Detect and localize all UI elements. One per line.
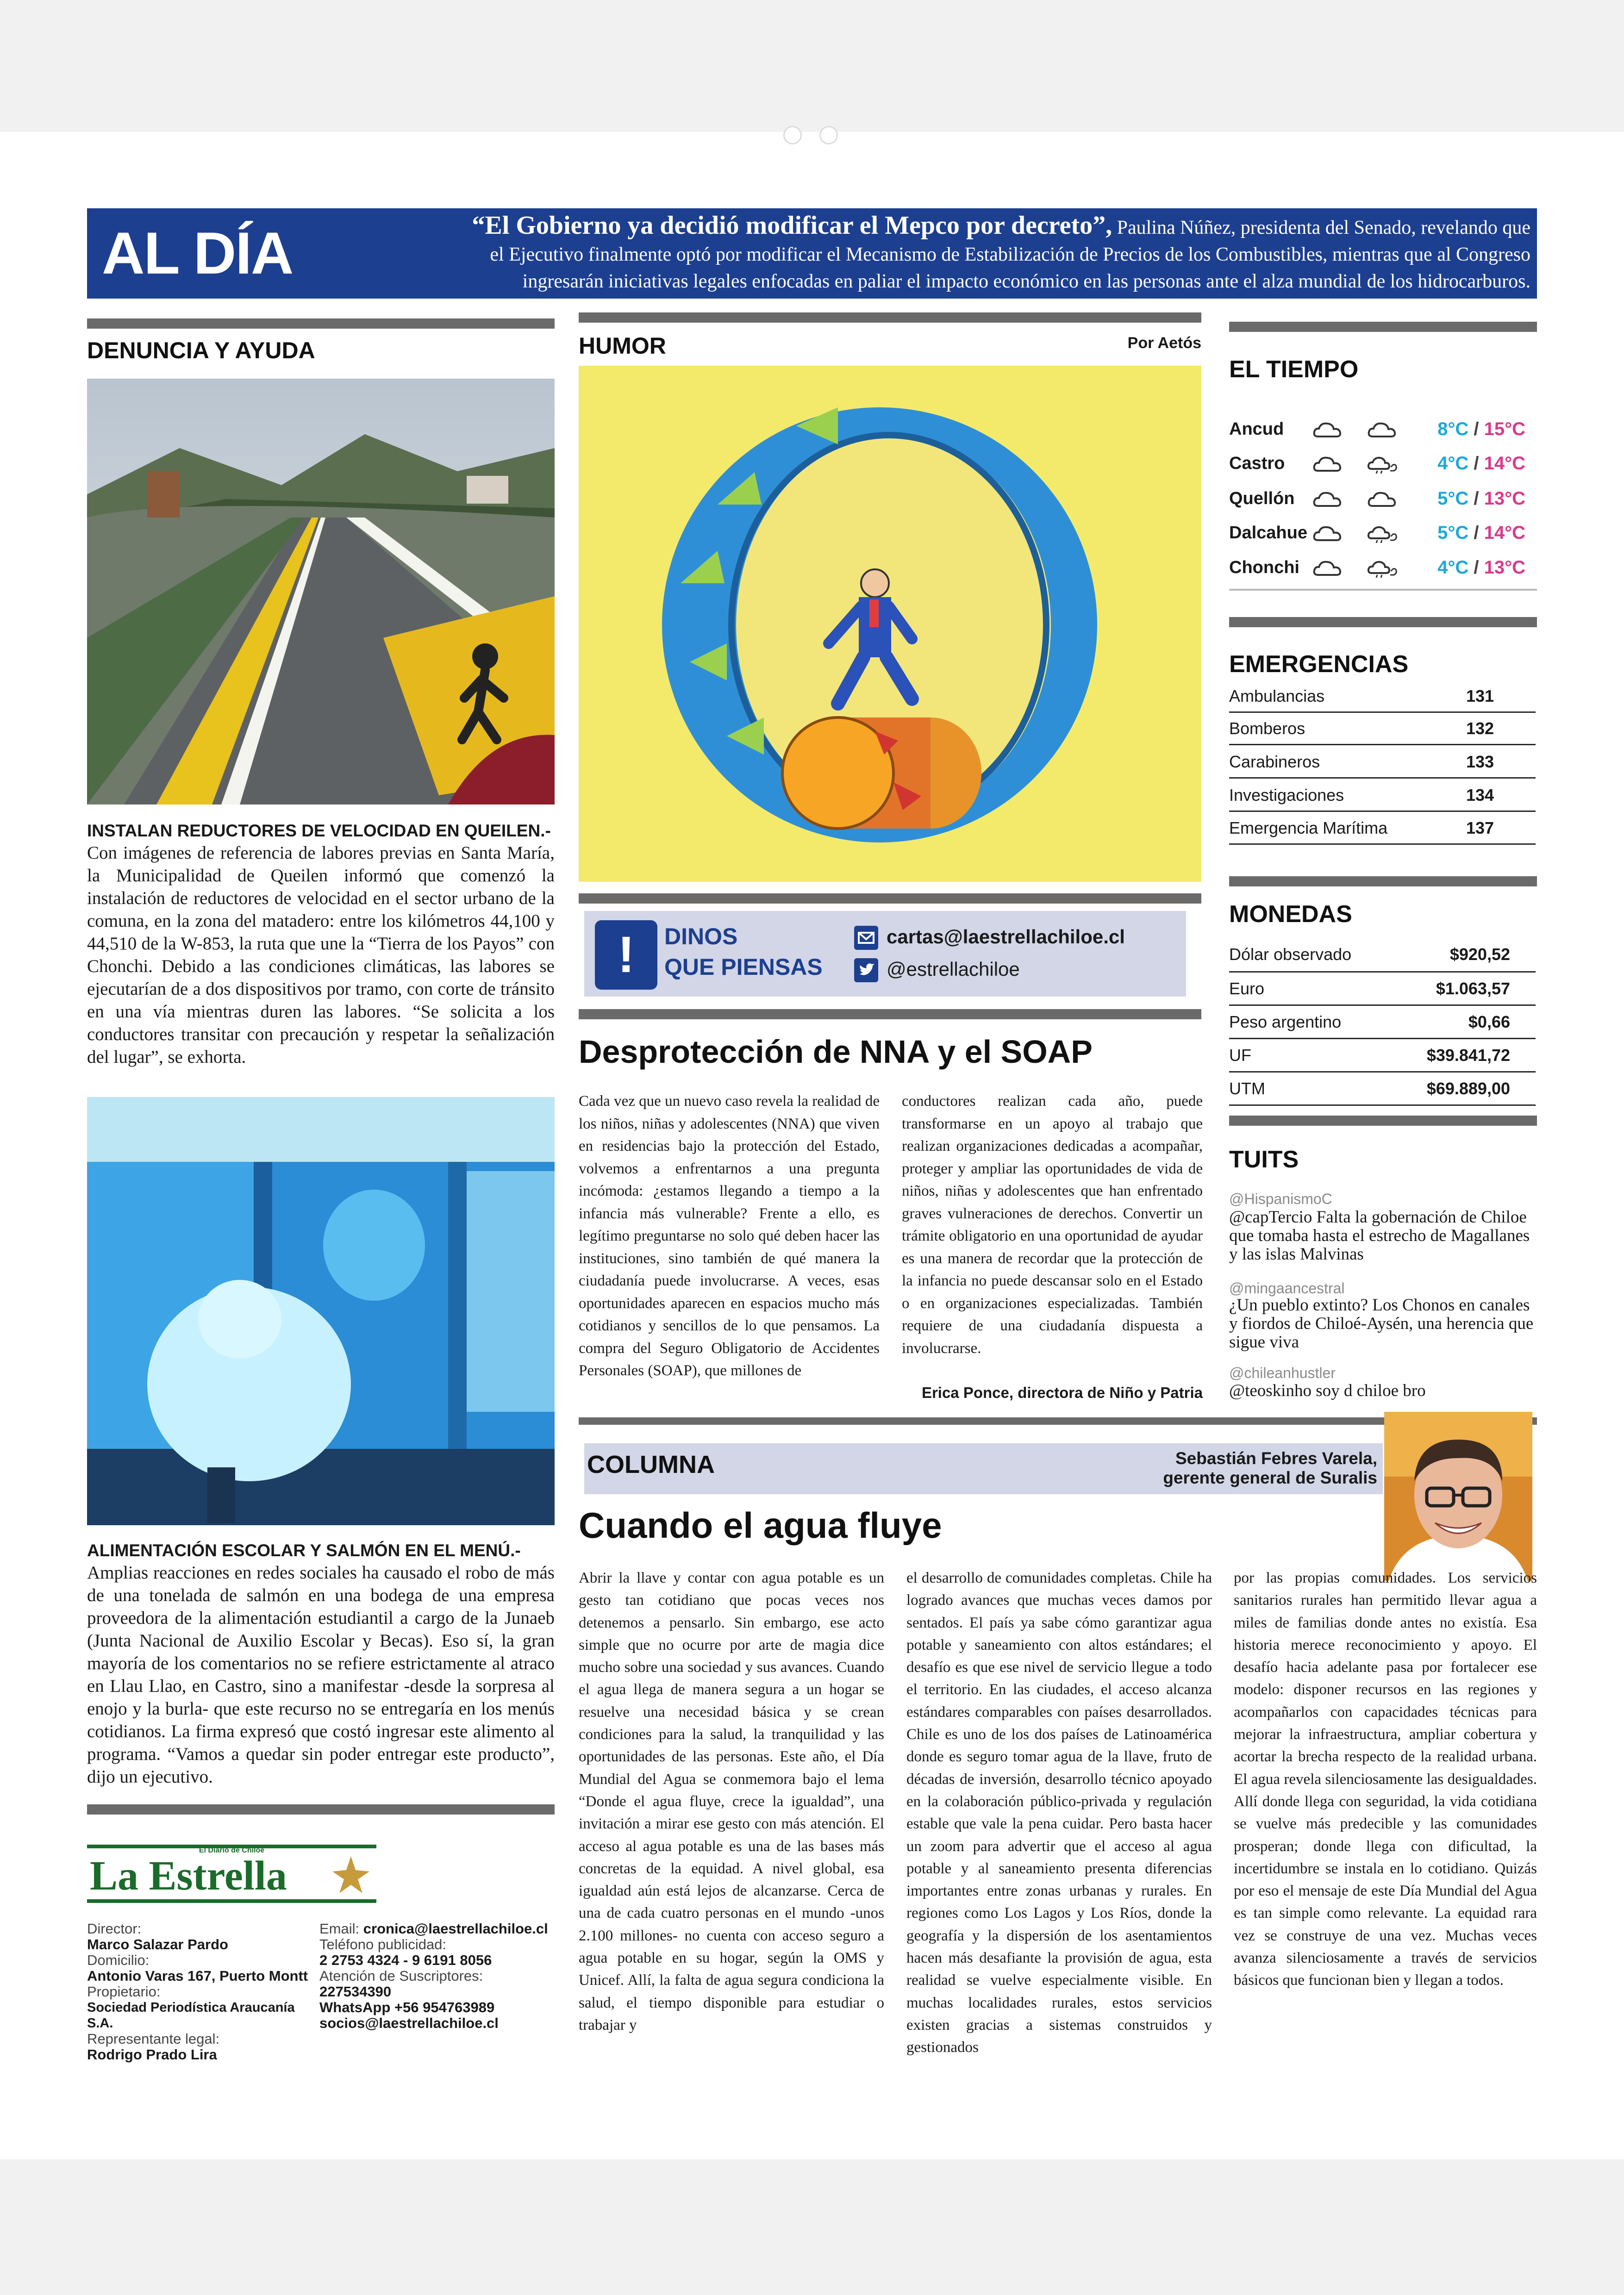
- currency-row: [1229, 937, 1536, 973]
- staff-value: +56 954763989: [394, 1999, 495, 2015]
- emergencias-head: EMERGENCIAS: [1229, 651, 1409, 678]
- contact-title-line2: QUE PIENSAS: [664, 954, 823, 980]
- cartoon-image: [579, 366, 1201, 882]
- temp-min: 4°C: [1437, 557, 1469, 578]
- masthead-line2: el Ejecutivo finalmente optó por modificar el Mecanismo de Estabilización de Precios de los Combustibles, mientras que al Congreso: [490, 244, 1530, 265]
- temp-min: 8°C: [1437, 418, 1469, 439]
- weather-city: Castro: [1229, 453, 1285, 473]
- newspaper-logo: [87, 1845, 376, 1902]
- currency-row: [1229, 973, 1536, 1006]
- temp-max: 15°C: [1484, 418, 1525, 439]
- contact-twitter-link[interactable]: @estrellachiloe: [887, 958, 1020, 980]
- emergency-row: [1229, 812, 1536, 845]
- temp-max: 14°C: [1484, 453, 1525, 474]
- currency-value: $1.063,57: [1436, 979, 1510, 998]
- temp-min: 4°C: [1437, 453, 1469, 474]
- temp-max: 13°C: [1484, 557, 1525, 578]
- currency-name: Dólar observado: [1229, 944, 1352, 964]
- contact-title: [664, 921, 823, 982]
- weather-city: Dalcahue: [1229, 523, 1307, 543]
- currency-name: Euro: [1229, 979, 1265, 998]
- currency-value: $920,52: [1449, 944, 1510, 964]
- emergency-row: [1229, 680, 1536, 713]
- currency-name: Peso argentino: [1229, 1012, 1342, 1031]
- weather-row: Castro 4°C / 14°C: [1229, 453, 1525, 474]
- temp-max: 13°C: [1484, 488, 1525, 509]
- opinion-col2: conductores realizan cada año, puede transformarse en un apoyo al trabajo que realizan organizaciones dedicadas a acompañar, proteger y ampliar las oportunidades de vida de niños, niñas y adolescentes que han enfrentado graves vulneraciones de derechos. Convertir un trámite obligatorio en una oportunidad de ayudar es una manera de recordar que la protección de la infancia no puede descansar solo en el Estado o en organizaciones especializadas. También requiere de una ciudadanía dispuesta a involucrarse.: [902, 1093, 1203, 1357]
- emergency-number: 133: [1466, 752, 1494, 771]
- staff-label: Email:: [319, 1921, 360, 1937]
- road-photo: [87, 379, 555, 804]
- column-rule: [579, 893, 1201, 904]
- cloudy-icon: [1312, 419, 1367, 439]
- emergency-number: 132: [1466, 718, 1494, 738]
- staff-email-link[interactable]: cronica@laestrellachiloe.cl: [363, 1921, 548, 1937]
- column-rule: [579, 1009, 1201, 1019]
- weather-head: EL TIEMPO: [1229, 356, 1359, 383]
- weather-city: Ancud: [1229, 419, 1284, 439]
- column-col3: por las propias comunidades. Los servicios sanitarios rurales han permitido llevar agua a miles de familias donde antes no existía. Esa historia merece reconocimiento y apoyo. El desafío hacia adelante pasa por fortalecer ese modelo: disponer recursos en las regiones y acompañarlos con capacidades técnicas para mejorar la infraestructura, ampliar cobertura y acortar la brecha respecto de la realidad urbana. El agua revela silenciosamente las desigualdades. Allí donde llega con seguridad, la vida cotidiana se vuelve más predecible y las comunidades prosperan; donde llega con dificultad, la incertidumbre se instala en lo cotidiano. Quizás por eso el mensaje de este Día Mundial del Agua es tan simple como relevante. La equidad rara vez se construye de una vez. Muchas veces avanza silenciosamente a través de servicios básicos que funcionan bien y llegan a todos.: [1234, 1570, 1537, 1989]
- humor-credit: Por Aetós: [1127, 334, 1201, 352]
- weather-row: Quellón 5°C / 13°C: [1229, 488, 1525, 509]
- denuncia-head: DENUNCIA Y AYUDA: [87, 337, 315, 363]
- column-rule: [1229, 322, 1537, 332]
- logo-kicker: El Diario de Chiloé: [199, 1846, 265, 1854]
- cloudy-icon: [1367, 419, 1422, 439]
- currency-name: UTM: [1229, 1079, 1265, 1098]
- column-author-role: gerente general de Suralis: [1163, 1468, 1377, 1487]
- currency-value: $0,66: [1468, 1012, 1510, 1031]
- masthead-quote: “El Gobierno ya decidió modificar el Mepco por decreto”,: [472, 211, 1112, 240]
- column-rule: [87, 318, 555, 329]
- emergency-name: Emergencia Marítima: [1229, 818, 1388, 837]
- currency-row: [1229, 1039, 1536, 1073]
- staff-label: Domicilio:: [87, 1952, 150, 1968]
- emergency-name: Investigaciones: [1229, 785, 1344, 804]
- story1-body: Con imágenes de referencia de labores previas en Santa María, la Municipalidad de Queilen informó que comenzó la instalación de reductores de velocidad en el sector urbano de la comuna, en la zona del matadero: entre los kilómetros 44,100 y 44,510 de la W-853, la ruta que une la “Tierra de los Payos” con Chonchi. Debido a las condiciones climáticas, las labores se ejecutarían de a dos dispositivos por tramo, con corte de tránsito en una vía mientras duren las labores. “Se solicita a los conductores transitar con precaución y respetar la señalización del lugar”, se exhorta.: [87, 843, 555, 1067]
- weather-row: Ancud 8°C / 15°C: [1229, 418, 1525, 439]
- weather-row: Dalcahue 5°C / 14°C: [1229, 522, 1525, 543]
- staff-value: Rodrigo Prado Lira: [87, 2046, 217, 2063]
- tuit-text: @capTercio Falta la gobernación de Chiloe que tomaba hasta el estrecho de Magallanes y las islas Malvinas: [1229, 1208, 1530, 1264]
- section-masthead: [87, 208, 1537, 299]
- rain-cloud-icon: [1367, 557, 1422, 578]
- rain-cloud-icon: [1367, 453, 1422, 474]
- weather-city: Chonchi: [1229, 557, 1299, 577]
- cloudy-icon: [1312, 523, 1367, 543]
- emergency-name: Carabineros: [1229, 752, 1320, 771]
- currency-row: [1229, 1073, 1536, 1106]
- opinion-title: Desprotección de NNA y el SOAP: [579, 1034, 1093, 1070]
- staff-label: Propietario:: [87, 1983, 161, 2000]
- column-rule: [1229, 617, 1537, 627]
- column-col1: Abrir la llave y contar con agua potable es un gesto tan cotidiano que pocas veces nos detenemos a pensarlo. Sin embargo, ese acto simple que no ocurre por arte de magia dice mucho sobre una sociedad y sus avances. Cuando el agua llega de manera segura a un hogar se resuelve una necesidad básica y se crean condiciones para la salud, la tranquilidad y las oportunidades de las personas. Este año, el Día Mundial del Agua se conmemora bajo el lema “Donde el agua fluye, crece la igualdad”, una invitación a mirar ese gesto con más atención. El acceso al agua potable es una de las bases más concretas de la equidad. A nivel global, esa igualdad aún está lejos de alcanzarse. Cerca de una de cada cuatro personas en el mundo -unos 2.100 millones- no cuenta con acceso seguro a agua potable en su hogar, según la OMS y Unicef. Allí, la falta de agua segura condiciona la salud, el tiempo disponible para estudiar o trabajar y: [579, 1570, 884, 2033]
- story2-body: Amplias reacciones en redes sociales ha causado el robo de más de una tonelada de salmón en una bodega de una empresa proveedora de la alimentación estudiantil a cargo de la Junaeb (Junta Nacional de Auxilio Escolar y Becas). Eso sí, la gran mayoría de los comentarios no se refiere estrictamente al atraco en Llau Llao, en Castro, sino a manifestar -desde la sorpresa al enojo y la burla- que este recurso no se entregaría en los menús cotidianos. La firma expresó que costó ingresar este alimento al programa. “Vamos a quedar sin poder entregar este producto”, dijo un ejecutivo.: [87, 1563, 555, 1787]
- staff-value: Antonio Varas 167, Puerto Montt: [87, 1968, 308, 1984]
- tuit-user-link[interactable]: @mingaancestral: [1229, 1280, 1345, 1297]
- humor-head: HUMOR: [579, 333, 666, 359]
- story2-title: ALIMENTACIÓN ESCOLAR Y SALMÓN EN EL MENÚ.-: [87, 1541, 521, 1560]
- emergency-row: [1229, 746, 1536, 779]
- masthead-line3: ingresarán iniciativas legales enfocadas en paliar el impacto económico en las personas ante el alza mundial de los hidrocarburos.: [522, 271, 1530, 292]
- story1-title: INSTALAN REDUCTORES DE VELOCIDAD EN QUEILEN.-: [87, 821, 551, 840]
- page-fold-marker: [783, 126, 802, 144]
- emergency-row: [1229, 780, 1536, 812]
- staff-label: Teléfono publicidad:: [319, 1936, 447, 1952]
- staff-label: Atención de Suscriptores:: [319, 1968, 483, 1984]
- column-col2: el desarrollo de comunidades completas. Chile ha logrado avances que muchas veces damos por sentados. El país ya sabe cómo garantizar agua potable y saneamiento con altos estándares; el desafío es que ese nivel de servicio llegue a todo el territorio. En las ciudades, el acceso alcanza estándares comparables con países desarrollados. Chile es uno de los dos países de Latinoamérica donde es seguro tomar agua de la llave, fruto de décadas de inversión, desarrollo técnico apoyado en la colaboración público-privada y regulación estable que vale la pena cuidar. Pero basta hacer un zoom para advertir que el acceso al agua potable y al saneamiento presenta diferencias importantes entre zonas urbanas y rurales. En regiones como Los Lagos y Los Ríos, donde la geografía y la dispersión de los asentamientos hacen más desafiante la provisión de agua, esta realidad se vuelve especialmente visible. En muchas localidades rurales, estos servicios existen gracias a sistemas construidos y gestionados: [906, 1570, 1212, 2056]
- tuit-text: @teoskinho soy d chiloe bro: [1229, 1381, 1426, 1400]
- rain-cloud-icon: [1367, 523, 1422, 543]
- exclamation-icon: !: [595, 920, 657, 990]
- monedas-head: MONEDAS: [1229, 901, 1352, 928]
- column-rule: [87, 1804, 555, 1815]
- staff-value: 2 2753 4324 - 9 6191 8056: [319, 1952, 492, 1968]
- staff-left: [87, 1921, 319, 2063]
- opinion-signature: Erica Ponce, directora de Niño y Patria: [921, 1384, 1203, 1401]
- masthead-quote-block: [346, 212, 1537, 295]
- column-author-name: Sebastián Febres Varela,: [1175, 1449, 1377, 1468]
- staff-value: Marco Salazar Pardo: [87, 1936, 228, 1952]
- emergency-number: 134: [1466, 785, 1494, 804]
- temp-min: 5°C: [1437, 522, 1469, 543]
- star-bird-icon: [330, 1854, 372, 1898]
- column-author: [1088, 1449, 1377, 1488]
- column-rule: [1229, 876, 1537, 886]
- staff-label: Representante legal:: [87, 2031, 220, 2047]
- tuit-user-link[interactable]: @chileanhustler: [1229, 1365, 1336, 1381]
- currency-row: [1229, 1006, 1536, 1039]
- cloudy-icon: [1312, 453, 1367, 474]
- temp-max: 14°C: [1484, 522, 1525, 543]
- emergency-number: 131: [1466, 686, 1494, 705]
- author-photo: [1384, 1412, 1532, 1581]
- emergency-row: [1229, 713, 1536, 745]
- emergency-name: Ambulancias: [1229, 686, 1325, 705]
- contact-email-link[interactable]: cartas@laestrellachiloe.cl: [887, 926, 1125, 948]
- column-rule: [1229, 1116, 1537, 1126]
- tuit-text: ¿Un pueblo extinto? Los Chonos en canales y fiordos de Chiloé-Aysén, una herencia que sigue viva: [1229, 1296, 1534, 1352]
- logo-name: La Estrella: [90, 1853, 287, 1899]
- weather-city: Quellón: [1229, 488, 1295, 508]
- currency-value: $69.889,00: [1426, 1079, 1510, 1098]
- mail-icon: [854, 926, 878, 950]
- currency-value: $39.841,72: [1426, 1045, 1510, 1065]
- security-camera-photo: [87, 1097, 555, 1525]
- currency-name: UF: [1229, 1045, 1251, 1065]
- logo-rule-bottom: [87, 1899, 376, 1903]
- tuit-user-link[interactable]: @HispanismoC: [1229, 1191, 1332, 1207]
- column-head: COLUMNA: [587, 1451, 715, 1478]
- cloudy-icon: [1312, 557, 1367, 578]
- masthead-line1: Paulina Núñez, presidenta del Senado, revelando que: [1117, 217, 1530, 238]
- staff-label: Director:: [87, 1921, 142, 1937]
- staff-email-link[interactable]: socios@laestrellachiloe.cl: [319, 2015, 499, 2031]
- page-fold-marker: [819, 126, 838, 144]
- column-title: Cuando el agua fluye: [579, 1505, 942, 1546]
- cloudy-icon: [1312, 488, 1367, 509]
- opinion-col1: Cada vez que un nuevo caso revela la realidad de los niños, niñas y adolescentes (NNA) que viven en residencias bajo la protección del Estado, volvemos a enfrentarnos a una pregunta incómoda: ¿estamos llegando a tiempo a la infancia más vulnerable? Frente a ello, es legítimo preguntarse no solo qué deben hacer las instituciones, sino también de qué manera la ciudadanía puede involucrarse. A veces, esas oportunidades aparecen en espacios mucho más cotidianos y sencillos de lo que pensamos. La compra del Seguro Obligatorio de Accidentes Personales (SOAP), que millones de: [579, 1093, 880, 1379]
- section-title: AL DÍA: [102, 220, 293, 287]
- column-rule: [579, 312, 1201, 323]
- staff-label: WhatsApp: [319, 1999, 391, 2015]
- staff-right: [319, 1921, 556, 2031]
- divider: [1229, 589, 1537, 591]
- emergency-number: 137: [1466, 818, 1494, 837]
- staff-value: 227534390: [319, 1983, 392, 2000]
- tuits-head: TUITS: [1229, 1146, 1299, 1173]
- twitter-icon: [854, 958, 878, 982]
- temp-min: 5°C: [1437, 488, 1469, 509]
- weather-row: Chonchi 4°C / 13°C: [1229, 557, 1525, 578]
- staff-value: Sociedad Periodística Araucanía S.A.: [87, 2000, 295, 2031]
- cloudy-icon: [1367, 488, 1422, 509]
- emergency-name: Bomberos: [1229, 718, 1305, 738]
- contact-title-line1: DINOS: [664, 923, 738, 949]
